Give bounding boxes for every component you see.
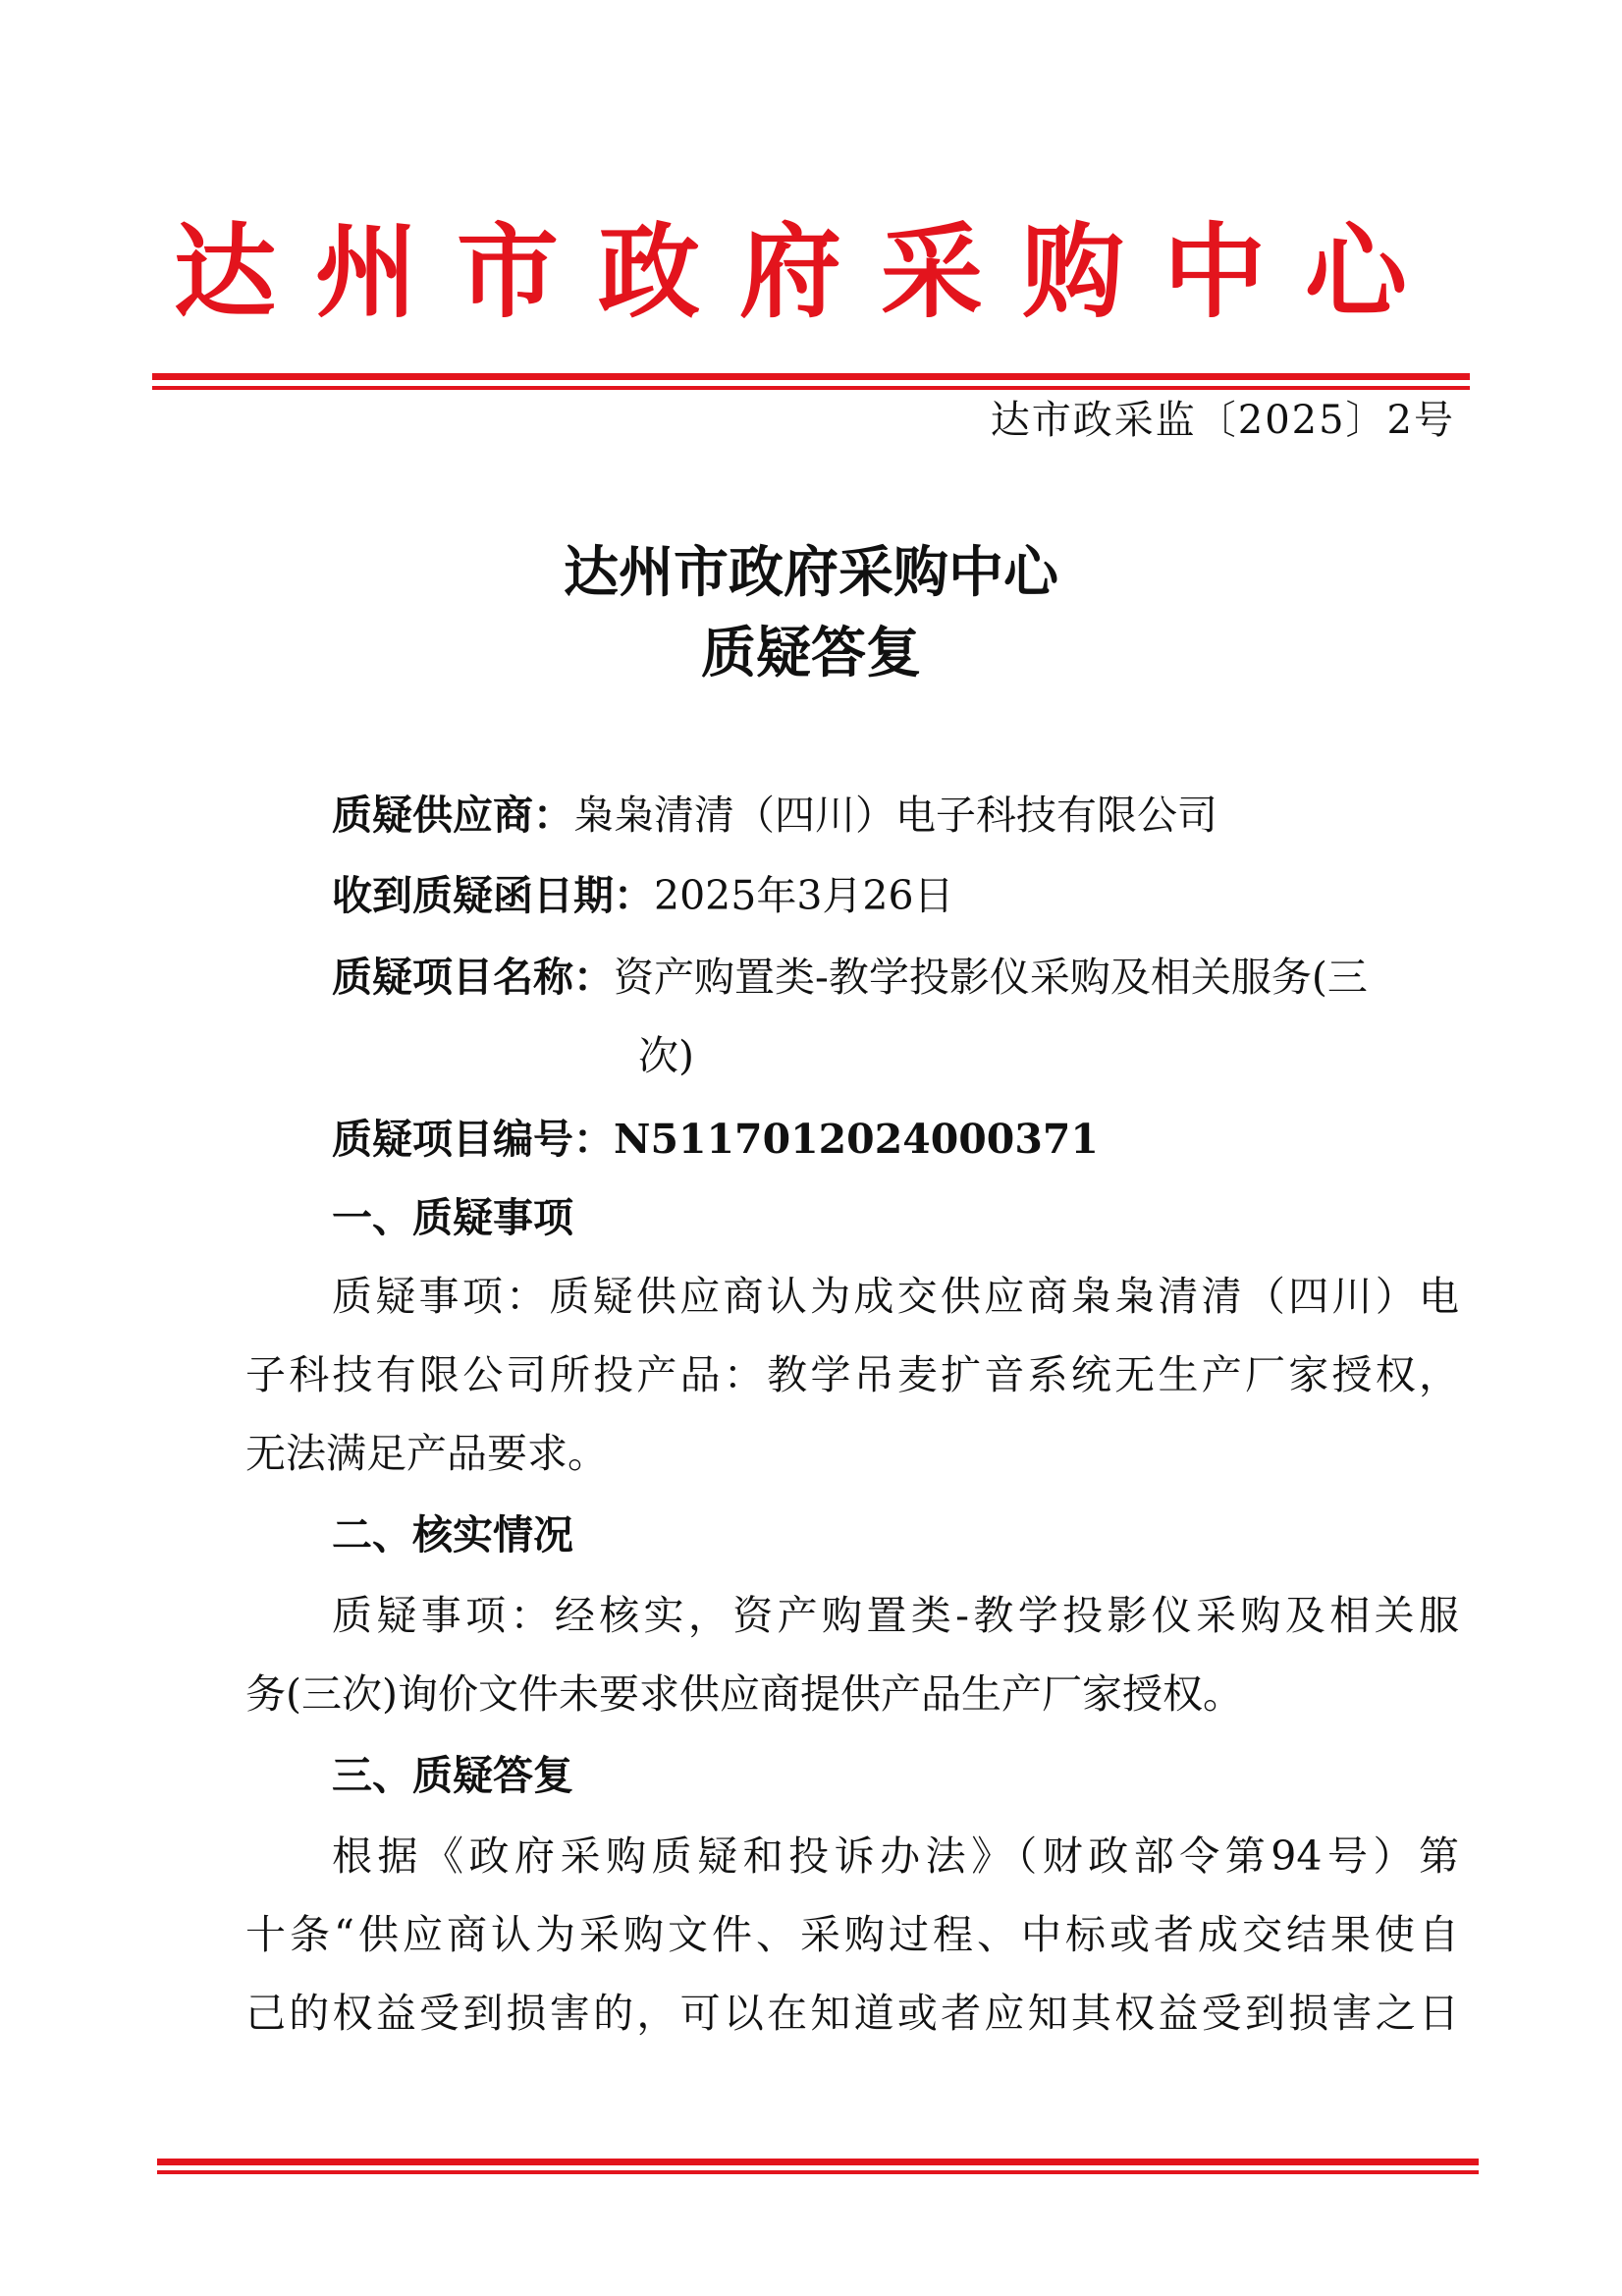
document-title-line1: 达州市政府采购中心 (564, 540, 1058, 605)
field-date (332, 866, 954, 925)
footer-rule-thin (157, 2170, 1479, 2174)
document-number: 达市政采监〔2025〕2号 (990, 398, 1455, 443)
section-3-heading: 三、质疑答复 (332, 1752, 573, 1799)
field-project-name (332, 948, 1368, 1007)
project-name-value-line2: 次) (638, 1032, 694, 1079)
masthead-rule-thin (152, 386, 1470, 390)
masthead-rule-thick (152, 373, 1470, 380)
section-1-line-1: 质疑事项：质疑供应商认为成交供应商枭枭清清（四川）电 (332, 1273, 1459, 1320)
date-label: 收到质疑函日期： (332, 872, 654, 919)
section-3-line-1: 根据《政府采购质疑和投诉办法》（财政部令第94号）第 (332, 1832, 1459, 1880)
field-project-number (332, 1110, 1099, 1169)
project-name-value-line1: 资产购置类-教学投影仪采购及相关服务(三 (614, 954, 1368, 1001)
section-1-line-3: 无法满足产品要求。 (245, 1430, 608, 1477)
date-value: 2025年3月26日 (654, 872, 954, 919)
project-name-label: 质疑项目名称： (332, 954, 614, 1001)
section-2-heading: 二、核实情况 (332, 1511, 573, 1558)
project-number-label: 质疑项目编号： (332, 1116, 614, 1163)
section-1-heading: 一、质疑事项 (332, 1194, 573, 1241)
supplier-value: 枭枭清清（四川）电子科技有限公司 (573, 792, 1217, 839)
field-supplier (332, 786, 1217, 845)
masthead-title: 达州市政府采购中心 (173, 212, 1446, 332)
section-2-line-1: 质疑事项：经核实，资产购置类-教学投影仪采购及相关服 (332, 1592, 1459, 1639)
footer-rule-thick (157, 2159, 1479, 2165)
project-number-value: N5117012024000371 (614, 1116, 1099, 1163)
document-title-line2: 质疑答复 (701, 621, 921, 685)
supplier-label: 质疑供应商： (332, 792, 573, 839)
section-3-line-3: 己的权益受到损害的，可以在知道或者应知其权益受到损害之日 (245, 1990, 1459, 2037)
section-1-line-2: 子科技有限公司所投产品：教学吊麦扩音系统无生产厂家授权， (245, 1351, 1459, 1398)
section-2-line-2: 务(三次)询价文件未要求供应商提供产品生产厂家授权。 (245, 1670, 1243, 1718)
section-3-line-2: 十条“供应商认为采购文件、采购过程、中标或者成交结果使自 (245, 1911, 1459, 1958)
